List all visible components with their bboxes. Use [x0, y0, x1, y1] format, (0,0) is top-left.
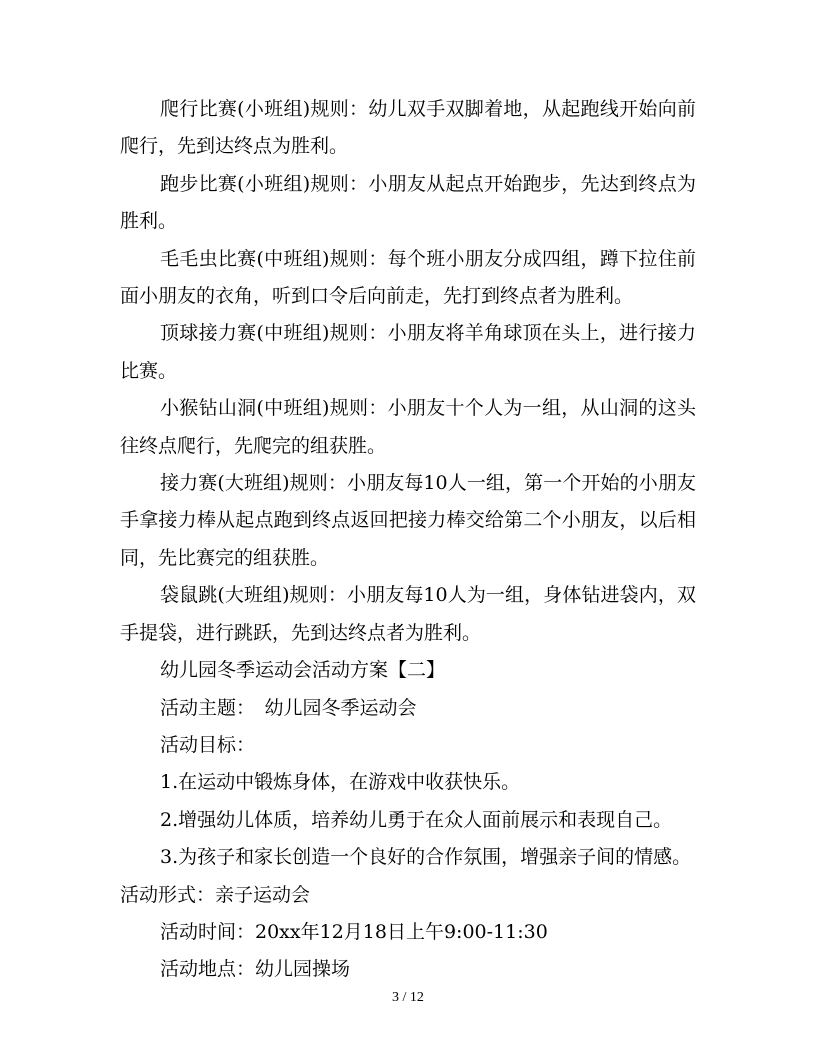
page-number: 3 / 12 [392, 990, 424, 1005]
activity-goals-label: 活动目标： [160, 733, 256, 756]
goal-item-1: 1.在运动中锻炼身体，在游戏中收获快乐。 [160, 771, 521, 794]
activity-time: 活动时间：20xx年12月18日上午9:00-11:30 [160, 920, 548, 943]
document-body [120, 91, 696, 989]
rule-crawling-race: 爬行比赛(小班组)规则：幼儿双手双脚着地，从起跑线开始向前爬行，先到达终点为胜利。 [120, 98, 696, 158]
goal-item-3: 3.为孩子和家长创造一个良好的合作氛围，增强亲子间的情感。 [160, 846, 692, 869]
activity-location: 活动地点：幼儿园操场 [160, 958, 351, 981]
rule-monkey-cave: 小猴钻山洞(中班组)规则：小朋友十个人为一组，从山洞的这头往终点爬行，先爬完的组获胜。 [120, 397, 696, 457]
rule-kangaroo-jump: 袋鼠跳(大班组)规则：小朋友每10人为一组，身体钻进袋内，双手提袋，进行跳跃，先到达终点者为胜利。 [120, 584, 696, 644]
goal-item-2: 2.增强幼儿体质，培养幼儿勇于在众人面前展示和表现自己。 [160, 808, 673, 831]
section-heading: 幼儿园冬季运动会活动方案【二】 [160, 659, 446, 682]
rule-caterpillar-race: 毛毛虫比赛(中班组)规则：每个班小朋友分成四组，蹲下拉住前面小朋友的衣角，听到口令后向前走，先打到终点者为胜利。 [120, 247, 696, 308]
activity-form: 活动形式：亲子运动会 [120, 883, 311, 906]
rule-relay-race: 接力赛(大班组)规则：小朋友每10人一组，第一个开始的小朋友手拿接力棒从起点跑到终点返回把接力棒交给第二个小朋友，以后相同，先比赛完的组获胜。 [120, 472, 696, 569]
activity-theme: 活动主题： 幼儿园冬季运动会 [160, 696, 417, 719]
rule-running-race: 跑步比赛(小班组)规则：小朋友从起点开始跑步，先达到终点为胜利。 [120, 172, 696, 233]
rule-ball-relay: 顶球接力赛(中班组)规则：小朋友将羊角球顶在头上，进行接力比赛。 [120, 322, 696, 382]
